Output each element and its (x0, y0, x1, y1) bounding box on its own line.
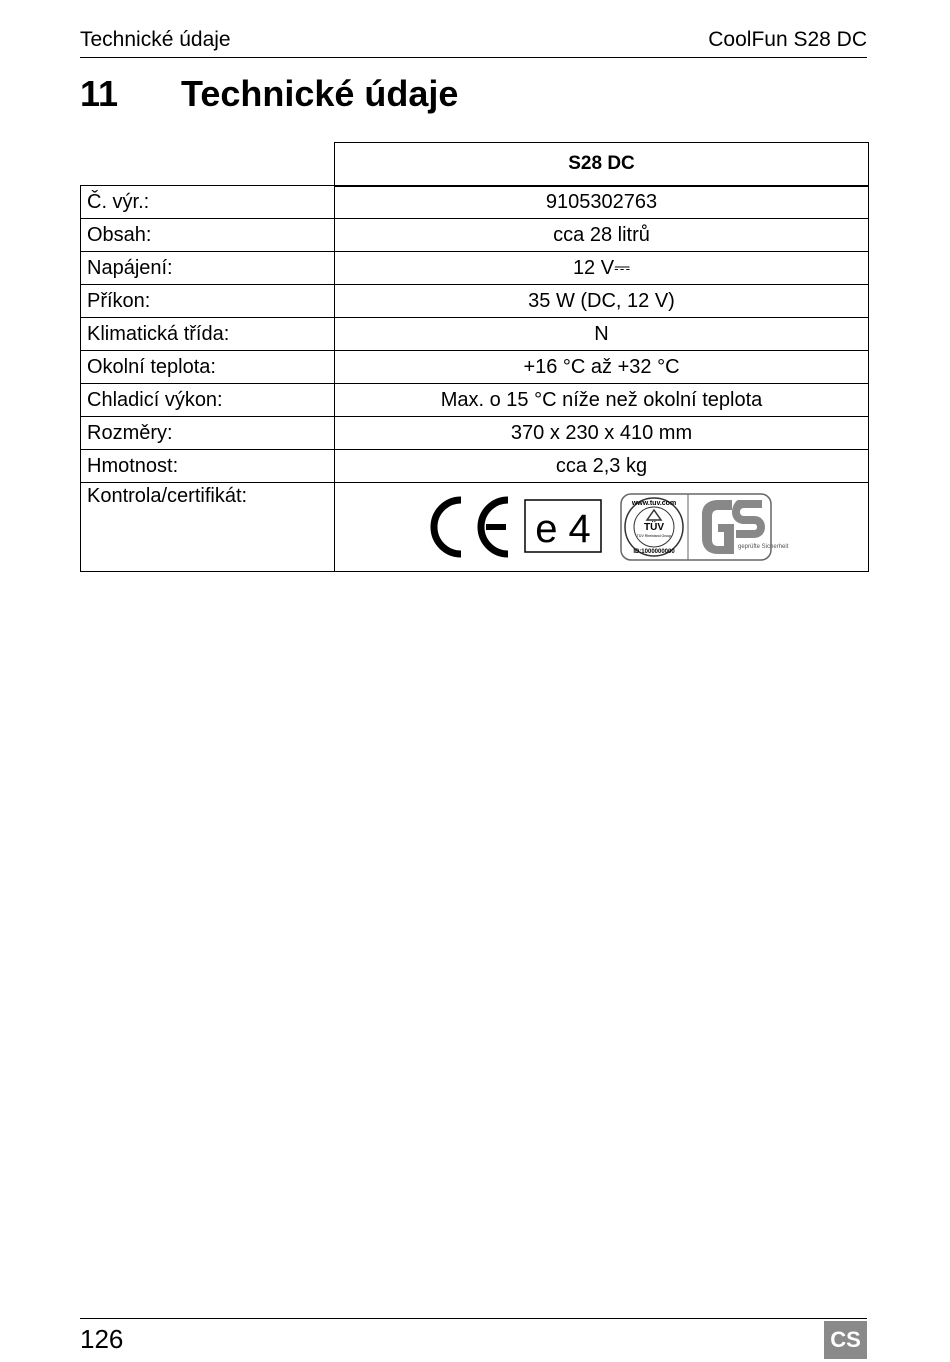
table-column-header: S28 DC (335, 143, 869, 186)
tuv-url-text: www.tuv.com (631, 500, 676, 507)
running-footer (80, 1318, 867, 1362)
table-header-row (81, 143, 869, 186)
language-tab: CS (824, 1321, 867, 1359)
header-product-name: CoolFun S28 DC (708, 28, 867, 51)
row-value: cca 2,3 kg (335, 450, 869, 483)
certification-logos (335, 483, 869, 572)
row-label: Napájení: (81, 252, 335, 285)
row-value: +16 °C až +32 °C (335, 351, 869, 384)
gs-text: geprüfte Sicherheit (737, 544, 788, 550)
table-row (81, 252, 869, 285)
chapter-number: 11 (80, 73, 119, 114)
running-header (80, 26, 867, 58)
row-value: N (335, 318, 869, 351)
e4-mark-text: e 4 (534, 507, 591, 551)
tuv-group-text: TÜV Rheinland Group (636, 534, 671, 538)
tuv-gs-mark-icon (620, 492, 788, 562)
row-label: Kontrola/certifikát: (81, 483, 335, 572)
certification-row (81, 483, 869, 572)
technical-data-table (80, 142, 869, 572)
tuv-id-text: ID:1000000000 (632, 549, 675, 555)
row-value: 12 V⎓ (335, 252, 869, 285)
row-label: Obsah: (81, 219, 335, 252)
table-row (81, 219, 869, 252)
table-row (81, 384, 869, 417)
row-value: 370 x 230 x 410 mm (335, 417, 869, 450)
ce-mark-icon (430, 496, 514, 558)
table-row (81, 186, 869, 219)
row-label: Hmotnost: (81, 450, 335, 483)
chapter-title: Technické údaje (181, 73, 459, 114)
row-label: Chladicí výkon: (81, 384, 335, 417)
table-row (81, 285, 869, 318)
table-header-empty (81, 143, 335, 186)
tuv-brand-text: TÜV (643, 522, 664, 533)
row-value: cca 28 litrů (335, 219, 869, 252)
row-label: Rozměry: (81, 417, 335, 450)
header-section-title: Technické údaje (80, 28, 231, 51)
e4-mark-icon (524, 498, 608, 556)
row-label: Okolní teplota: (81, 351, 335, 384)
row-label: Č. výr.: (81, 186, 335, 219)
table-row (81, 351, 869, 384)
row-label: Klimatická třída: (81, 318, 335, 351)
row-value: 35 W (DC, 12 V) (335, 285, 869, 318)
table-row (81, 417, 869, 450)
row-label: Příkon: (81, 285, 335, 318)
page-number: 126 (80, 1324, 124, 1354)
row-value: 9105302763 (335, 186, 869, 219)
table-row (81, 450, 869, 483)
row-value: Max. o 15 °C níže než okolní teplota (335, 384, 869, 417)
table-row (81, 318, 869, 351)
